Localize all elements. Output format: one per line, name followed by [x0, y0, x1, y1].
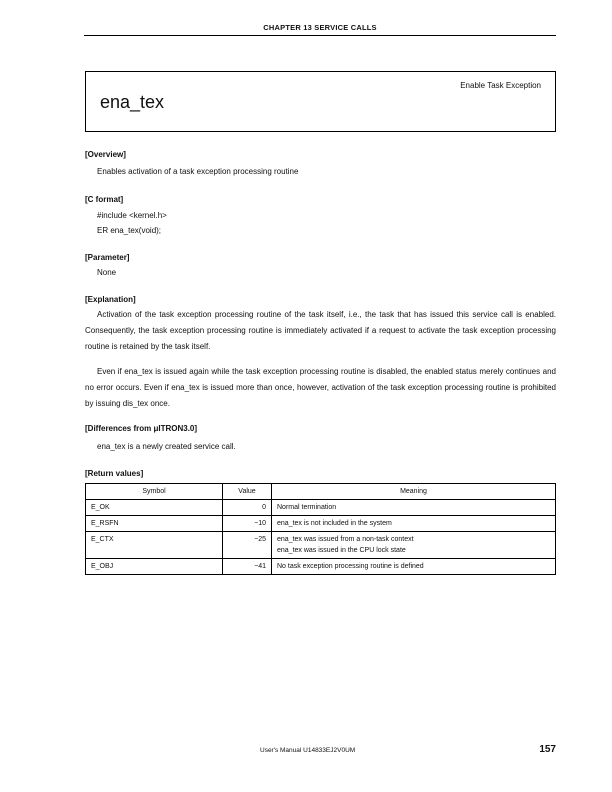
- table-row: [86, 532, 556, 559]
- table-row: [86, 500, 556, 516]
- meaning-line: No task exception processing routine is defined: [277, 563, 424, 570]
- return-values-heading: [Return values]: [85, 469, 144, 478]
- overview-text: Enables activation of a task exception processing routine: [97, 167, 299, 176]
- parameter-text: None: [97, 268, 117, 277]
- differences-text: ena_tex is a newly created service call.: [97, 442, 236, 451]
- symbol-cell: E_RSFN: [86, 516, 223, 532]
- title-box: [85, 71, 556, 132]
- function-description: Enable Task Exception: [460, 81, 541, 90]
- c-format-line: #include <kernel.h>: [97, 211, 167, 220]
- chapter-header: CHAPTER 13 SERVICE CALLS: [263, 23, 377, 32]
- explanation-paragraph: Even if ena_tex is issued again while the task exception processing routine is disabled, the enabled status merely continues and no error occurs. Even if ena_tex is issued more than once, however, activation of the task exception processing routine is prohibited by issuing dis_tex once.: [85, 367, 556, 408]
- footer-manual-id: User's Manual U14833EJ2V0UM: [260, 747, 356, 754]
- explanation-paragraph: Activation of the task exception processing routine of the task itself, i.e., the task that has issued this service call is enabled. Consequently, the task exception processing routine is immediately activated if a request to activate the task exception processing routine is retained by the task itself.: [85, 310, 556, 351]
- symbol-cell: E_OK: [86, 500, 223, 516]
- table-row: [86, 559, 556, 575]
- column-header-symbol: Symbol: [86, 484, 223, 500]
- value-cell: −41: [223, 559, 272, 575]
- return-values-table: [85, 483, 556, 575]
- value-cell: −25: [223, 532, 272, 559]
- meaning-line: ena_tex was issued from a non-task context: [277, 536, 414, 543]
- overview-heading: [Overview]: [85, 150, 126, 159]
- table-row: [86, 516, 556, 532]
- table-header-row: [86, 484, 556, 500]
- meaning-line: ena_tex was issued in the CPU lock state: [277, 547, 406, 554]
- differences-heading: [Differences from μITRON3.0]: [85, 424, 198, 433]
- c-format-line: ER ena_tex(void);: [97, 226, 162, 235]
- meaning-line: Normal termination: [277, 504, 337, 511]
- meaning-cell: [272, 532, 556, 559]
- header-rule: [84, 35, 556, 36]
- parameter-heading: [Parameter]: [85, 253, 130, 262]
- function-name: ena_tex: [100, 92, 165, 112]
- symbol-cell: E_OBJ: [86, 559, 223, 575]
- value-cell: −10: [223, 516, 272, 532]
- column-header-meaning: Meaning: [272, 484, 556, 500]
- page-number: 157: [539, 744, 556, 755]
- symbol-cell: E_CTX: [86, 532, 223, 559]
- meaning-cell: [272, 500, 556, 516]
- meaning-cell: [272, 516, 556, 532]
- meaning-line: ena_tex is not included in the system: [277, 520, 392, 527]
- explanation-heading: [Explanation]: [85, 295, 136, 304]
- value-cell: 0: [223, 500, 272, 516]
- c-format-heading: [C format]: [85, 195, 124, 204]
- column-header-value: Value: [223, 484, 272, 500]
- meaning-cell: [272, 559, 556, 575]
